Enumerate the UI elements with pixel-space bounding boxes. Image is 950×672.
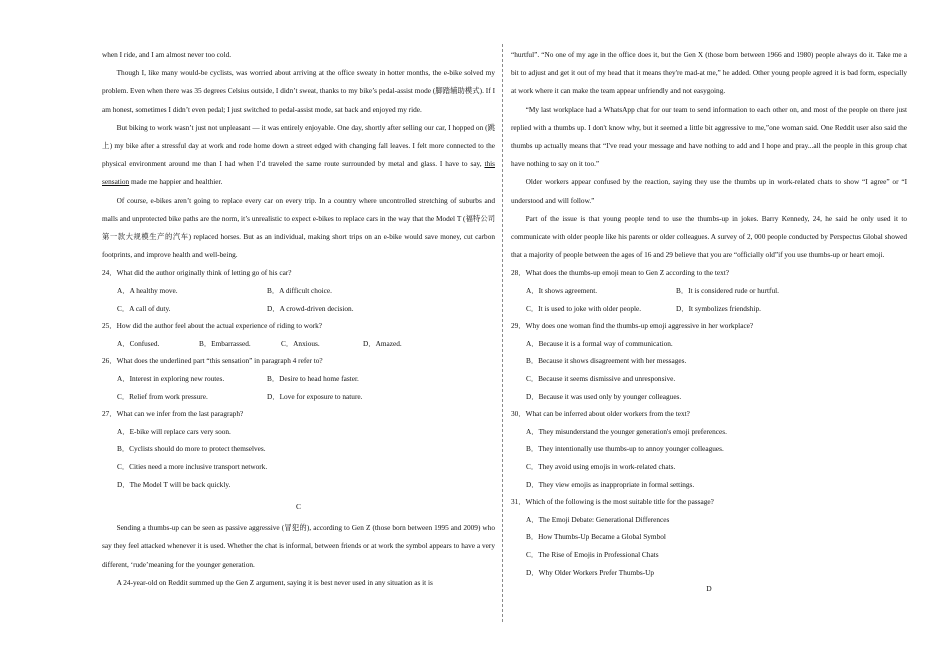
p3-text-after: made me happier and healthier. [129, 177, 223, 187]
option-d: D．They view emojis as inappropriate in formal settings. [526, 479, 695, 489]
column-divider [502, 44, 503, 622]
option-c: C．Because it seems dismissive and unresponsive. [526, 374, 676, 383]
question-stem: 26．What does the underlined part “this sensation” in paragraph 4 refer to? [102, 356, 323, 366]
option-a: A．E-bike will replace cars very soon. [117, 426, 231, 436]
passage-c-paragraph-2: A 24-year-old on Reddit summed up the Gen Z argument, saying it is best never used in any situation as it is [116, 577, 433, 587]
passage-c-paragraph-1: Sending a thumbs-up can be seen as passive aggressive (冒犯的), according to Gen Z (those born between 1995 and 2009) who say they feel attacked whenever it is used. Whether the chat is informal, between friends or at work the symbol appears to have a very different, ‘rude’meaning for the younger generation. [102, 523, 495, 569]
passage-c-paragraph-2-cont: “hurtful”. “No one of my age in the office does it, but the Gen X (those born between 1966 and 1980) people always do it. Take me a bit to adjust and get it out of my head that it means they're mad-at me,” he added. Other young people agreed it is bad form, especially at work where it can make the team appear unfriendly and not easygoing. [511, 50, 907, 96]
option-c: C．A call of duty. [117, 303, 171, 313]
question-28 [511, 264, 907, 317]
option-b: B．A difficult choice. [267, 286, 332, 296]
question-stem: 24．What did the author originally think of letting go of his car? [102, 268, 292, 278]
option-c: C．Anxious. [281, 338, 320, 348]
question-stem: 31．Which of the following is the most suitable title for the passage? [511, 497, 714, 507]
passage-b-paragraph-3 [102, 119, 495, 192]
question-24 [102, 264, 495, 317]
question-29 [511, 317, 907, 405]
question-31 [511, 493, 907, 581]
question-stem: 25．How did the author feel about the actual experience of riding to work? [102, 321, 323, 331]
option-a: A．A healthy move. [117, 286, 178, 296]
question-stem: 29．Why does one woman find the thumbs-up emoji aggressive in her workplace? [511, 321, 754, 331]
passage-b-paragraph-1-end: when I ride, and I am almost never too cold. [102, 50, 232, 59]
p3-text-before: But biking to work wasn’t just not unpleasant — it was entirely enjoyable. One day, shortly after selling our car, I hopped on (跳上) my bike after a stressful day at work and rode home down a street edged with changing fall leaves. I felt more connected to the physical environment around me than I had when I’d traveled the same route surrounded by metal and glass. I have to say, [102, 122, 495, 169]
option-c: C．Relief from work pressure. [117, 391, 208, 401]
option-c: C．It is used to joke with older people. [526, 303, 642, 313]
option-a: A．The Emoji Debate: Generational Differences [526, 514, 670, 524]
option-a: A．Because it is a formal way of communication. [526, 338, 673, 348]
option-d: D．The Model T will be back quickly. [117, 479, 231, 489]
option-d: D．Amazed. [363, 338, 402, 348]
option-c: C．Cities need a more inclusive transport network. [117, 461, 268, 471]
right-column [511, 46, 907, 601]
option-c: C．They avoid using emojis in work-related chats. [526, 461, 676, 471]
question-25 [102, 317, 495, 352]
question-stem: 30．What can be inferred about older workers from the text? [511, 409, 690, 419]
question-30 [511, 405, 907, 493]
option-b: B．Embarrassed. [199, 338, 251, 348]
option-b: B．Desire to head home faster. [267, 374, 359, 383]
option-d: D．It symbolizes friendship. [676, 303, 761, 313]
question-27 [102, 405, 495, 493]
option-b: B．Because it shows disagreement with her messages. [526, 356, 687, 366]
underlined-phrase: this sensation [102, 159, 495, 187]
section-d-heading: D [706, 584, 712, 594]
passage-b-paragraph-4: Of course, e-bikes aren’t going to replace every car on every trip. In a country where uncontrolled stretching of suburbs and malls and unprotected bike paths are the norm, it’s unrealistic to expect e-bikes to replace cars in the way that the Model T (福特公司第一款大规模生产的汽车) replaced horses. But as an individual, making short trips on an e-bike would save money, cut carbon footprints, and improve health and well-being. [102, 195, 495, 260]
question-stem: 27．What can we infer from the last paragraph? [102, 409, 244, 419]
question-26 [102, 352, 495, 405]
option-b: B．Cyclists should do more to protect themselves. [117, 444, 266, 454]
passage-c-paragraph-3: “My last workplace had a WhatsApp chat for our team to send information to each other on, and most of the people on there just replied with a thumbs up. I don't know why, but it seemed a little bit aggressive to me,”one woman said. One Reddit user also said the thumbs up actually means that “I've read your message and have nothing to add and I hope and pray...all the people in this group chat have nothing to say on it too.” [511, 104, 907, 169]
option-d: D．Because it was used only by younger colleagues. [526, 391, 682, 401]
option-a: A．Confused. [117, 338, 160, 348]
section-c-heading: C [295, 502, 301, 512]
option-b: B．They intentionally use thumbs-up to annoy younger colleagues. [526, 444, 724, 454]
option-a: A．They misunderstand the younger generation's emoji preferences. [526, 426, 727, 436]
option-b: B．How Thumbs-Up Became a Global Symbol [526, 532, 666, 542]
left-column [102, 46, 495, 592]
passage-b-paragraph-2: Though I, like many would-be cyclists, was worried about arriving at the office sweaty in hotter months, the e-bike solved my problem. Even when there was 35 degrees Celsius outside, I didn’t sweat, thanks to my bike’s pedal-assist mode (脚踏辅助模式). If I am honest, sometimes I didn’t even pedal; I just switched to pedal-assist mode, sat back and enjoyed my ride. [102, 68, 495, 114]
option-d: D．Love for exposure to nature. [267, 391, 363, 401]
option-d: D．Why Older Workers Prefer Thumbs-Up [526, 567, 655, 577]
option-b: B．It is considered rude or hurtful. [676, 286, 779, 296]
option-a: A．It shows agreement. [526, 286, 598, 296]
option-a: A．Interest in exploring new routes. [117, 374, 225, 383]
question-stem: 28．What does the thumbs-up emoji mean to Gen Z according to the text? [511, 268, 730, 278]
passage-c-paragraph-4: Older workers appear confused by the reaction, saying they use the thumbs up in work-related chats to show “I agree” or “I understood and will follow.” [511, 177, 907, 205]
option-c: C．The Rise of Emojis in Professional Chats [526, 549, 659, 559]
passage-c-paragraph-5: Part of the issue is that young people tend to use the thumbs-up in jokes. Barry Kennedy, 24, he said he only used it to communicate with older people like his parents or older colleagues. A survey of 2, 000 people conducted by Perspectus Global showed that a majority of people between the ages of 16 and 29 believe that you are “officially old”if you use thumbs-up or heart emoji. [511, 213, 907, 260]
option-d: D．A crowd-driven decision. [267, 303, 354, 313]
